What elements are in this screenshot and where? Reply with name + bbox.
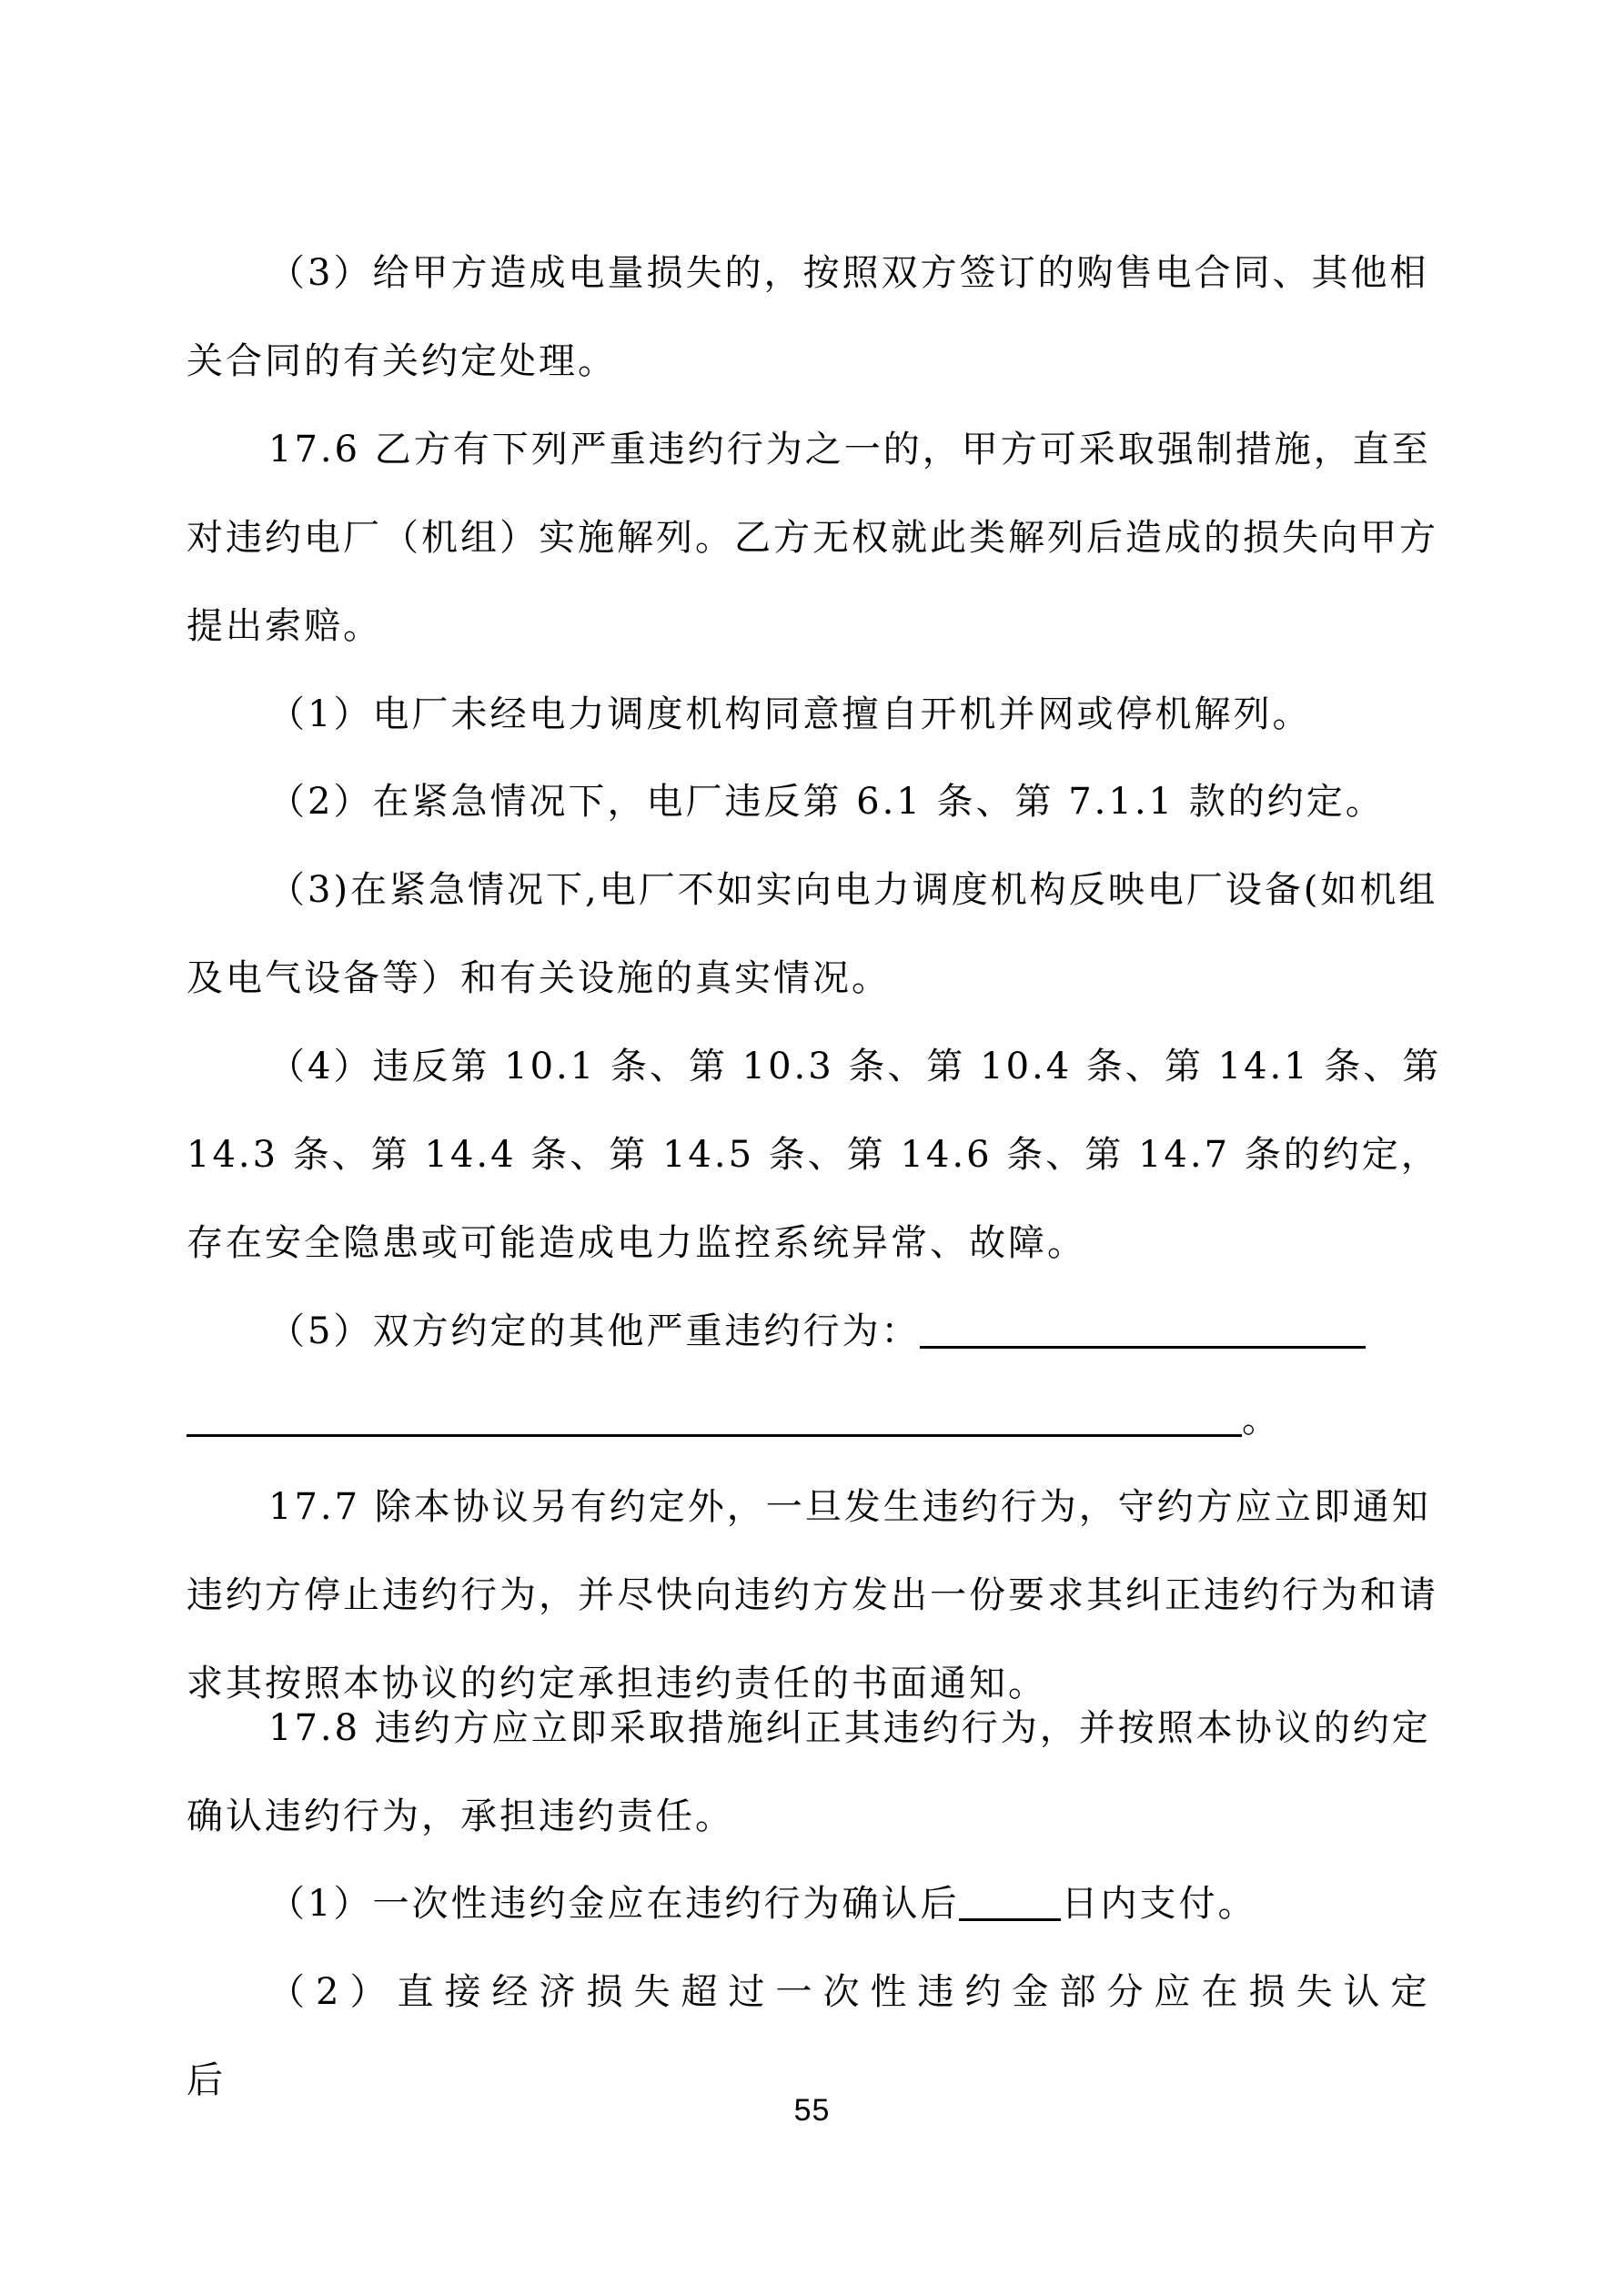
paragraph-item-1-penalty-payment — [187, 1860, 1460, 1948]
paragraph-item-3-power-loss: （3）给甲方造成电量损失的，按照双方签订的购售电合同、其他相关合同的有关约定处理。 — [187, 252, 1429, 382]
paragraph-17-6: 17.6 乙方有下列严重违约行为之一的，甲方可采取强制措施，直至对违约电厂（机组）实施解列。乙方无权就此类解列后造成的损失向甲方提出索赔。 — [187, 429, 1438, 647]
paragraph-item-2-direct-loss: （2）直接经济损失超过一次性违约金部分应在损失认定后 — [187, 1971, 1438, 2101]
paragraph-item-2-emergency-violation: （2）在紧急情况下，电厂违反第 6.1 条、第 7.1.1 款的约定。 — [268, 781, 1385, 823]
paragraph-item-5-continuation — [187, 1376, 1460, 1464]
fill-in-blank-line-1[interactable] — [920, 1310, 1366, 1349]
paragraph-item-1-unauthorized-startup: （1）电厂未经电力调度机构同意擅自开机并网或停机解列。 — [268, 693, 1312, 735]
paragraph-item-5-other-violations — [187, 1288, 1460, 1376]
paragraph-item-1-text-before: （1）一次性违约金应在违约行为确认后 — [268, 1883, 960, 1925]
paragraph-item-1-text-after: 日内支付。 — [1061, 1883, 1257, 1925]
paragraph-item-3-false-report: （3)在紧急情况下,电厂不如实向电力调度机构反映电厂设备(如机组及电气设备等）和有关设施的真实情况。 — [187, 869, 1438, 999]
fill-in-blank-line-2[interactable] — [187, 1398, 1242, 1437]
paragraph-17-7: 17.7 除本协议另有约定外，一旦发生违约行为，守约方应立即通知违约方停止违约行为，并尽快向违约方发出一份要求其纠正违约行为和请求其按照本协议的约定承担违约责任的书面通知。 — [187, 1486, 1438, 1704]
paragraph-17-8: 17.8 违约方应立即采取措施纠正其违约行为，并按照本协议的约定确认违约行为，承担违约责任。 — [187, 1707, 1431, 1837]
page-number: 55 — [793, 2093, 831, 2128]
paragraph-item-5-end-mark: 。 — [1242, 1399, 1281, 1441]
fill-in-blank-days[interactable] — [959, 1882, 1061, 1921]
paragraph-item-4-clause-violations: （4）违反第 10.1 条、第 10.3 条、第 10.4 条、第 14.1 条、第 14.3 条、第 14.4 条、第 14.5 条、第 14.6 条、第 14.7 条的约定，存在安全隐患或可能造成电力监控系统异常、故障。 — [187, 1046, 1442, 1264]
paragraph-item-5-text: （5）双方约定的其他严重违约行为： — [268, 1310, 921, 1352]
